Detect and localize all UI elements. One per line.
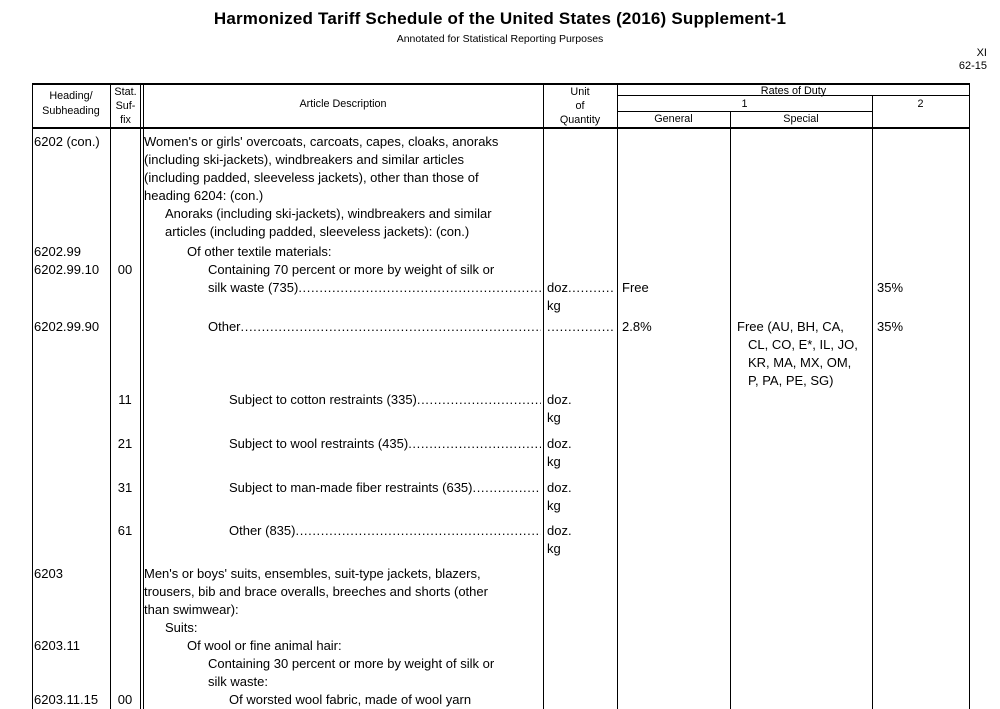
- article-description-line: Of wool or fine animal hair:: [187, 638, 342, 653]
- heading-subheading-cell: 6202.99.90: [34, 319, 100, 334]
- article-description-line: Containing 30 percent or more by weight of silk or: [208, 656, 495, 671]
- unit-text: doz.: [547, 480, 572, 495]
- unit-text: kg: [547, 410, 561, 425]
- description-text: Other (835): [229, 523, 296, 538]
- page-marks: [959, 47, 987, 73]
- description-text: Subject to cotton restraints (335): [229, 392, 417, 407]
- article-description-line: (including ski-jackets), windbreakers and similar articles: [144, 152, 465, 167]
- unit-of-quantity-cell: [547, 280, 613, 295]
- article-description-line: articles (including padded, sleeveless jackets): (con.): [165, 224, 470, 239]
- page-number: 62-15: [958, 60, 987, 72]
- stat-suffix-cell: 00: [117, 692, 133, 707]
- description-text: Subject to wool restraints (435): [229, 436, 409, 451]
- unit-of-quantity-cell: [547, 298, 613, 313]
- divider-special-duty2: [872, 96, 873, 709]
- column-header-general: General: [654, 113, 693, 125]
- dot-leader: [473, 480, 542, 495]
- article-description-line: Of other textile materials:: [187, 244, 332, 259]
- article-description-line: Anoraks (including ski-jackets), windbreakers and similar: [165, 206, 492, 221]
- stat-suffix-cell: 21: [117, 436, 133, 451]
- column-header-duty-2: 2: [917, 98, 924, 110]
- page-title: Harmonized Tariff Schedule of the United States (2016) Supplement-1: [213, 9, 787, 28]
- dot-leader: [241, 319, 541, 334]
- unit-of-quantity-cell: [547, 319, 613, 334]
- stat-suffix-cell: 11: [118, 392, 132, 407]
- article-description-line: [229, 436, 541, 451]
- divider-general-special: [730, 112, 731, 709]
- heading-subheading-cell: 6202 (con.): [34, 134, 100, 149]
- unit-text: kg: [547, 498, 561, 513]
- article-description-line: Suits:: [165, 620, 198, 635]
- heading-subheading-cell: 6203: [34, 566, 63, 581]
- duty-2-rate-cell: 35%: [877, 280, 904, 295]
- column-header-heading-subheading: [32, 89, 110, 119]
- unit-of-quantity-cell: [547, 541, 613, 556]
- heading-header-line2: Subheading: [42, 105, 100, 117]
- article-description-line: [229, 392, 541, 407]
- special-rate-cell: KR, MA, MX, OM,: [748, 355, 852, 370]
- unit-text: doz.: [547, 523, 572, 538]
- unit-text: doz.: [547, 436, 572, 451]
- special-rate-cell: Free (AU, BH, CA,: [737, 319, 844, 334]
- unit-of-quantity-cell: [547, 480, 613, 495]
- unit-of-quantity-cell: [547, 436, 613, 451]
- stat-header-line2: Suf-: [115, 100, 136, 112]
- article-description-line: Containing 70 percent or more by weight of silk or: [208, 262, 495, 277]
- article-description-line: than swimwear):: [144, 602, 239, 617]
- description-text: Subject to man-made fiber restraints (635): [229, 480, 473, 495]
- column-header-special: Special: [783, 113, 819, 125]
- heading-subheading-cell: 6202.99.10: [34, 262, 100, 277]
- dot-leader: [417, 392, 541, 407]
- unit-of-quantity-cell: [547, 410, 613, 425]
- unit-of-quantity-cell: [547, 523, 613, 538]
- unit-header-line2: of: [575, 100, 585, 112]
- article-description-line: silk waste:: [208, 674, 268, 689]
- dot-leader: [547, 319, 613, 334]
- column-header-article-description: Article Description: [299, 98, 387, 110]
- stat-suffix-cell: 61: [117, 523, 133, 538]
- divider-stat-article-outer: [140, 83, 141, 709]
- special-rate-cell: CL, CO, E*, IL, JO,: [748, 337, 858, 352]
- unit-header-line1: Unit: [570, 86, 590, 98]
- divider-unit-general: [617, 83, 618, 709]
- table-right-border: [969, 83, 970, 709]
- article-description-line: [229, 523, 541, 538]
- unit-text: kg: [547, 454, 561, 469]
- column-header-stat-suffix: [110, 85, 141, 127]
- dot-leader: [298, 280, 541, 295]
- article-description-line: [208, 280, 541, 295]
- unit-of-quantity-cell: [547, 392, 613, 407]
- heading-subheading-cell: 6203.11.15: [34, 692, 99, 707]
- section-number: XI: [976, 47, 987, 59]
- divider-article-unit: [543, 83, 544, 709]
- unit-text: doz: [547, 280, 568, 295]
- heading-subheading-cell: 6202.99: [34, 244, 81, 259]
- column-header-unit-of-quantity: [543, 85, 617, 127]
- page-subtitle: Annotated for Statistical Reporting Purposes: [396, 33, 604, 45]
- dot-leader: [295, 523, 541, 538]
- special-rate-cell: P, PA, PE, SG): [748, 373, 834, 388]
- article-description-line: Of worsted wool fabric, made of wool yarn: [229, 692, 472, 707]
- column-header-rates-of-duty: Rates of Duty: [760, 85, 827, 97]
- duty-2-rate-cell: 35%: [877, 319, 904, 334]
- description-text: silk waste (735): [208, 280, 299, 295]
- article-description-line: (including padded, sleeveless jackets), other than those of: [144, 170, 479, 185]
- general-rate-cell: Free: [622, 280, 649, 295]
- article-description-line: trousers, bib and brace overalls, breeches and shorts (other: [144, 584, 488, 599]
- unit-header-line3: Quantity: [559, 114, 601, 126]
- article-description-line: heading 6204: (con.): [144, 188, 264, 203]
- article-description-line: Women's or girls' overcoats, carcoats, capes, cloaks, anoraks: [144, 134, 499, 149]
- heading-subheading-cell: 6203.11: [34, 638, 81, 653]
- unit-text: kg: [547, 298, 561, 313]
- column-header-duty-1: 1: [741, 98, 748, 110]
- table-left-border: [32, 83, 33, 709]
- dot-leader: [408, 436, 541, 451]
- unit-of-quantity-cell: [547, 454, 613, 469]
- unit-text: kg: [547, 541, 561, 556]
- dot-leader: [568, 280, 613, 295]
- general-rate-cell: 2.8%: [622, 319, 652, 334]
- article-description-line: [229, 480, 541, 495]
- description-text: Other: [208, 319, 241, 334]
- stat-header-line3: fix: [120, 114, 131, 126]
- heading-header-line1: Heading/: [49, 90, 93, 102]
- header-bottom-border: [32, 127, 970, 129]
- stat-header-line1: Stat.: [114, 86, 137, 98]
- unit-text: doz.: [547, 392, 572, 407]
- stat-suffix-cell: 31: [117, 480, 133, 495]
- stat-suffix-cell: 00: [117, 262, 133, 277]
- article-description-line: [208, 319, 541, 334]
- unit-of-quantity-cell: [547, 498, 613, 513]
- article-description-line: Men's or boys' suits, ensembles, suit-type jackets, blazers,: [144, 566, 481, 581]
